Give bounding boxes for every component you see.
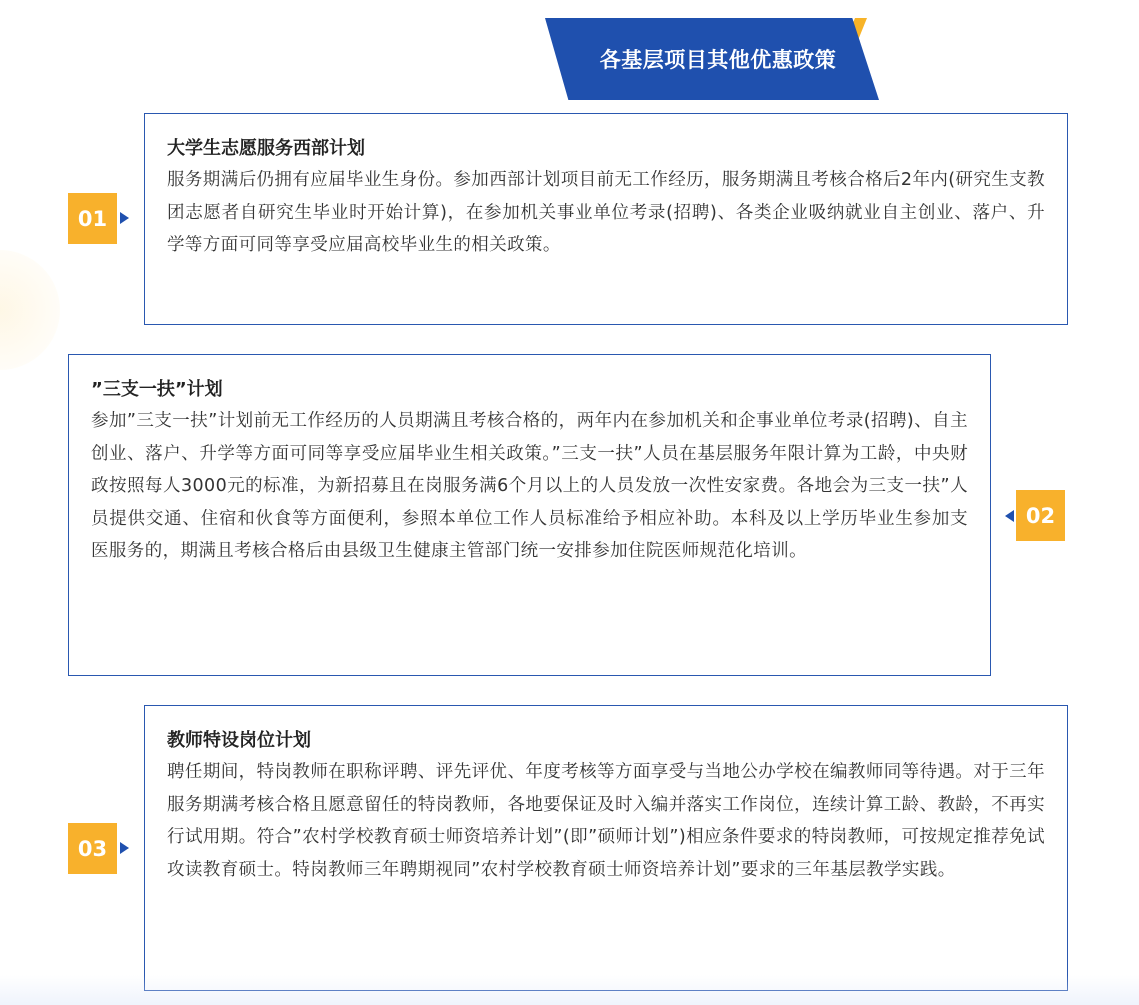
arrow-left-icon [1005,510,1014,522]
card-title: ”三支一扶”计划 [91,379,223,400]
policy-card-three-supports [68,354,991,676]
arrow-right-icon [120,842,129,854]
policy-card-western-plan [144,113,1068,325]
card-title: 大学生志愿服务西部计划 [167,138,365,159]
card-body: 参加”三支一扶”计划前无工作经历的人员期满且考核合格的，两年内在参加机关和企事业单位考录(招聘)、自主创业、落户、升学等方面可同等享受应届毕业生相关政策。”三支一扶”人员在基层服务年限计算为工龄，中央财政按照每人3000元的标准，为新招募且在岗服务满6个月以上的人员发放一次性安家费。各地会为三支一扶”人员提供交通、住宿和伙食等方面便利，参照本单位工作人员标准给予相应补助。本科及以上学历毕业生参加支医服务的，期满且考核合格后由县级卫生健康主管部门统一安排参加住院医师规范化培训。 [91,411,968,561]
header-banner [545,18,890,100]
card-title: 教师特设岗位计划 [167,730,311,751]
card-body: 服务期满后仍拥有应届毕业生身份。参加西部计划项目前无工作经历，服务期满且考核合格后2年内(研究生支教团志愿者自研究生毕业时开始计算)，在参加机关事业单位考录(招聘)、各类企业吸纳就业自主创业、落户、升学等方面可同等享受应届高校毕业生的相关政策。 [167,170,1045,255]
section-number-badge: 03 [68,823,117,874]
page-title: 各基层项目其他优惠政策 [599,48,837,72]
section-number-badge: 02 [1016,490,1065,541]
section-number-badge: 01 [68,193,117,244]
arrow-right-icon [120,212,129,224]
decorative-bottom-fade [0,975,1139,1005]
decorative-glow [0,250,60,370]
policy-card-special-teacher [144,705,1068,991]
card-body: 聘任期间，特岗教师在职称评聘、评先评优、年度考核等方面享受与当地公办学校在编教师同等待遇。对于三年服务期满考核合格且愿意留任的特岗教师，各地要保证及时入编并落实工作岗位，连续计算工龄、教龄，不再实行试用期。符合”农村学校教育硕士师资培养计划”(即”硕师计划”)相应条件要求的特岗教师，可按规定推荐免试攻读教育硕士。特岗教师三年聘期视同”农村学校教育硕士师资培养计划”要求的三年基层教学实践。 [167,762,1045,880]
